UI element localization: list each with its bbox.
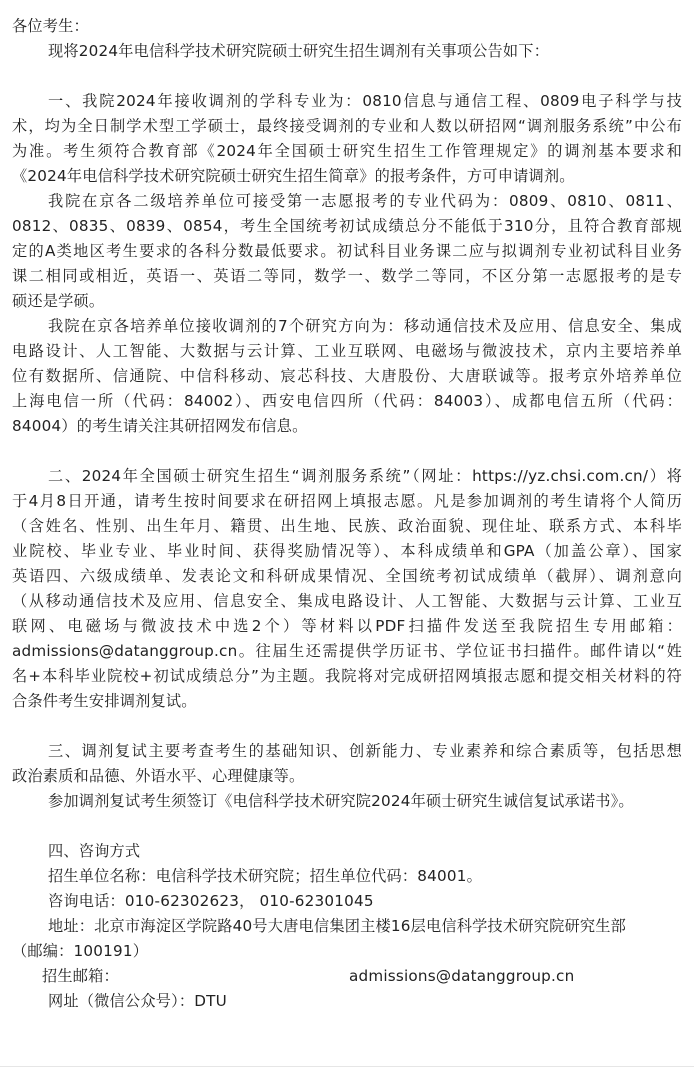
spacer <box>12 64 682 89</box>
section-1-line: 术，均为全日制学术型工学硕士，最终接受调剂的专业和人数以研招网“调剂服务系统”中公布 <box>12 117 682 135</box>
spacer <box>12 814 682 839</box>
contact-unit: 招生单位名称：电信科学技术研究院；招生单位代码：84001。 <box>48 867 483 885</box>
section-2-line: （含姓名、性别、出生年月、籍贯、出生地、民族、政治面貌、现住址、联系方式、本科毕 <box>12 517 682 535</box>
contact-address: 地址：北京市海淀区学院路40号大唐电信集团主楼16层电信科学技术研究院研究生部 <box>48 917 627 935</box>
section-2-line: 名+本科毕业院校+初试成绩总分”为主题。我院将对完成研招网填报志愿和提交相关材料的符 <box>12 667 682 685</box>
contact-email-label: 招生邮箱： <box>42 967 119 985</box>
section-2-line: 英语四、六级成绩单、发表论文和科研成果情况、全国统考初试成绩单（截屏）、调剂意向 <box>12 567 682 585</box>
section-2-line: 联网、电磁场与微波技术中选2个）等材料以PDF扫描件发送至我院招生专用邮箱： <box>12 617 682 635</box>
section-3 <box>12 739 682 814</box>
section-2-line: 业院校、毕业专业、毕业时间、获得奖励情况等）、本科成绩单和GPA（加盖公章）、国家 <box>12 542 682 560</box>
section-1-line: 电路设计、人工智能、大数据与云计算、工业互联网、电磁场与微波技术，京内主要培养单 <box>12 342 682 360</box>
section-1-line: 0812、0835、0839、0854，考生全国统考初试成绩总分不能低于310分，且符合教育部规 <box>12 217 682 235</box>
contact-email-value[interactable]: admissions@datanggroup.cn <box>349 967 575 985</box>
section-4-contact <box>12 839 682 1014</box>
contact-email-row <box>12 964 682 989</box>
section-2-line: admissions@datanggroup.cn。往届生还需提供学历证书、学位证书扫描件。邮件请以“姓 <box>12 642 682 660</box>
section-1-line: 为准。考生须符合教育部《2024年全国硕士研究生招生工作管理规定》的调剂基本要求和 <box>12 142 682 160</box>
intro-paragraph: 现将2024年电信科学技术研究院硕士研究生招生调剂有关事项公告如下： <box>48 42 550 60</box>
contact-postcode: （邮编：100191） <box>12 942 149 960</box>
spacer <box>12 439 682 464</box>
section-1-line: 课二相同或相近，英语一、英语二等同，数学一、数学二等同，不区分第一志愿报考的是专 <box>12 267 682 285</box>
section-1-line: 84004）的考生请关注其研招网发布信息。 <box>12 417 308 435</box>
divider <box>0 1066 694 1067</box>
section-2-line: 合条件考生安排调剂复试。 <box>12 692 197 710</box>
contact-title: 四、咨询方式 <box>48 842 141 860</box>
section-1-line: 一、我院2024年接收调剂的学科专业为：0810信息与通信工程、0809电子科学与技 <box>48 92 682 110</box>
section-1-line: 我院在京各二级培养单位可接受第一志愿报考的专业代码为：0809、0810、0811、 <box>48 192 682 210</box>
section-1 <box>12 89 682 439</box>
contact-phone: 咨询电话：010-62302623， 010-62301045 <box>48 892 374 910</box>
section-2-line: 于4月8日开通，请考生按时间要求在研招网上填报志愿。凡是参加调剂的考生请将个人简历 <box>12 492 682 510</box>
section-1-line: 定的A类地区考生要求的各科分数最低要求。初试科目业务课二应与拟调剂专业初试科目业务 <box>12 242 682 260</box>
section-1-line: 位有数据所、信通院、中信科移动、宸芯科技、大唐股份、大唐联诚等。报考京外培养单位 <box>12 367 682 385</box>
section-2 <box>12 464 682 714</box>
section-3-line: 政治素质和品德、外语水平、心理健康等。 <box>12 767 305 785</box>
section-1-line: 硕还是学硕。 <box>12 292 105 310</box>
salutation: 各位考生： <box>12 17 89 35</box>
contact-web: 网址（微信公众号）：DTU <box>48 992 227 1010</box>
section-3-line: 参加调剂复试考生须签订《电信科学技术研究院2024年硕士研究生诚信复试承诺书》。 <box>48 792 634 810</box>
section-3-line: 三、调剂复试主要考查考生的基础知识、创新能力、专业素养和综合素质等，包括思想 <box>48 742 682 760</box>
spacer <box>12 714 682 739</box>
section-1-line: 上海电信一所（代码：84002）、西安电信四所（代码：84003）、成都电信五所（代码： <box>12 392 682 410</box>
section-2-line: （从移动通信技术及应用、信息安全、集成电路设计、人工智能、大数据与云计算、工业互 <box>12 592 682 610</box>
section-2-line: 二、2024年全国硕士研究生招生“调剂服务系统”（网址：https://yz.chsi.com.cn/）将 <box>48 467 682 485</box>
section-1-line: 《2024年电信科学技术研究院硕士研究生招生简章》的报考条件，方可申请调剂。 <box>12 167 575 185</box>
section-1-line: 我院在京各培养单位接收调剂的7个研究方向为：移动通信技术及应用、信息安全、集成 <box>48 317 682 335</box>
